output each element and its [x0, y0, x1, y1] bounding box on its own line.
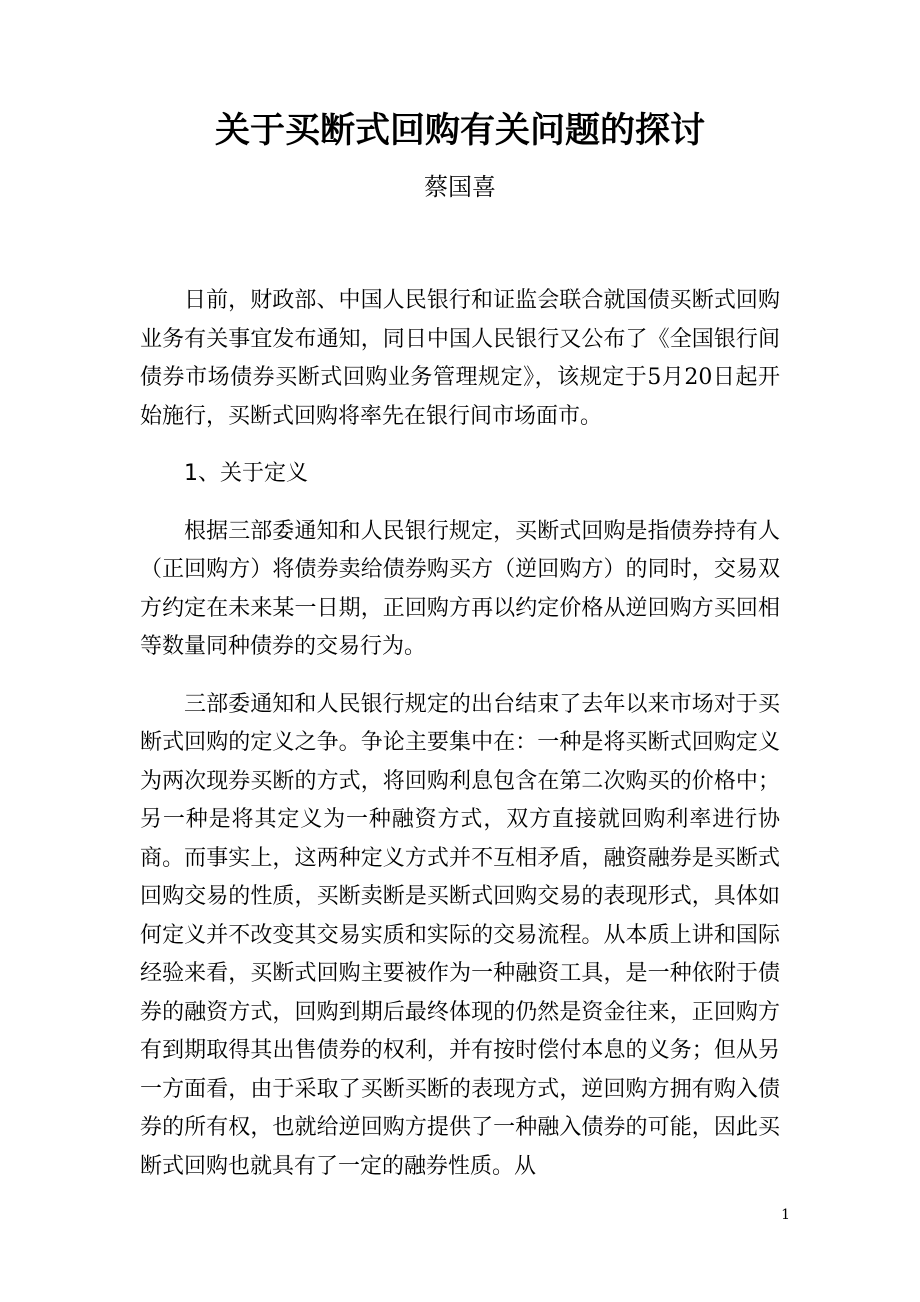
section-heading: 1、关于定义	[184, 461, 308, 486]
page-number: 1	[781, 1207, 790, 1223]
author-name: 蔡国喜	[424, 173, 496, 201]
document-body	[140, 282, 780, 1205]
discussion-paragraph: 三部委通知和人民银行规定的出台结束了去年以来市场对于买断式回购的定义之争。争论主要集中在：一种是将买断式回购定义为两次现券买断的方式，将回购利息包含在第二次购买的价格中；另一种是将其定义为一种融资方式，双方直接就回购利率进行协商。而事实上，这两种定义方式并不互相矛盾，融资融券是买断式回购交易的性质，买断卖断是买断式回购交易的表现形式，具体如何定义并不改变其交易实质和实际的交易流程。从本质上讲和国际经验来看，买断式回购主要被作为一种融资工具，是一种依附于债券的融资方式，回购到期后最终体现的仍然是资金往来，正回购方有到期取得其出售债券的权利，并有按时偿付本息的义务；但从另一方面看，由于采取了买断买断的表现方式，逆回购方拥有购入债券的所有权，也就给逆回购方提供了一种融入债券的可能，因此买断式回购也就具有了一定的融券性质。从	[140, 691, 780, 1179]
definition-paragraph: 根据三部委通知和人民银行规定，买断式回购是指债券持有人（正回购方）将债券卖给债券购买方（逆回购方）的同时，交易双方约定在未来某一日期，正回购方再以约定价格从逆回购方买回相等数量同种债券的交易行为。	[140, 518, 780, 659]
document-title: 关于买断式回购有关问题的探讨	[214, 111, 705, 151]
intro-paragraph: 日前，财政部、中国人民银行和证监会联合就国债买断式回购业务有关事宜发布通知，同日中国人民银行又公布了《全国银行间债券市场债券买断式回购业务管理规定》，该规定于5月20日起开始施行，买断式回购将率先在银行间市场面市。	[140, 288, 780, 429]
